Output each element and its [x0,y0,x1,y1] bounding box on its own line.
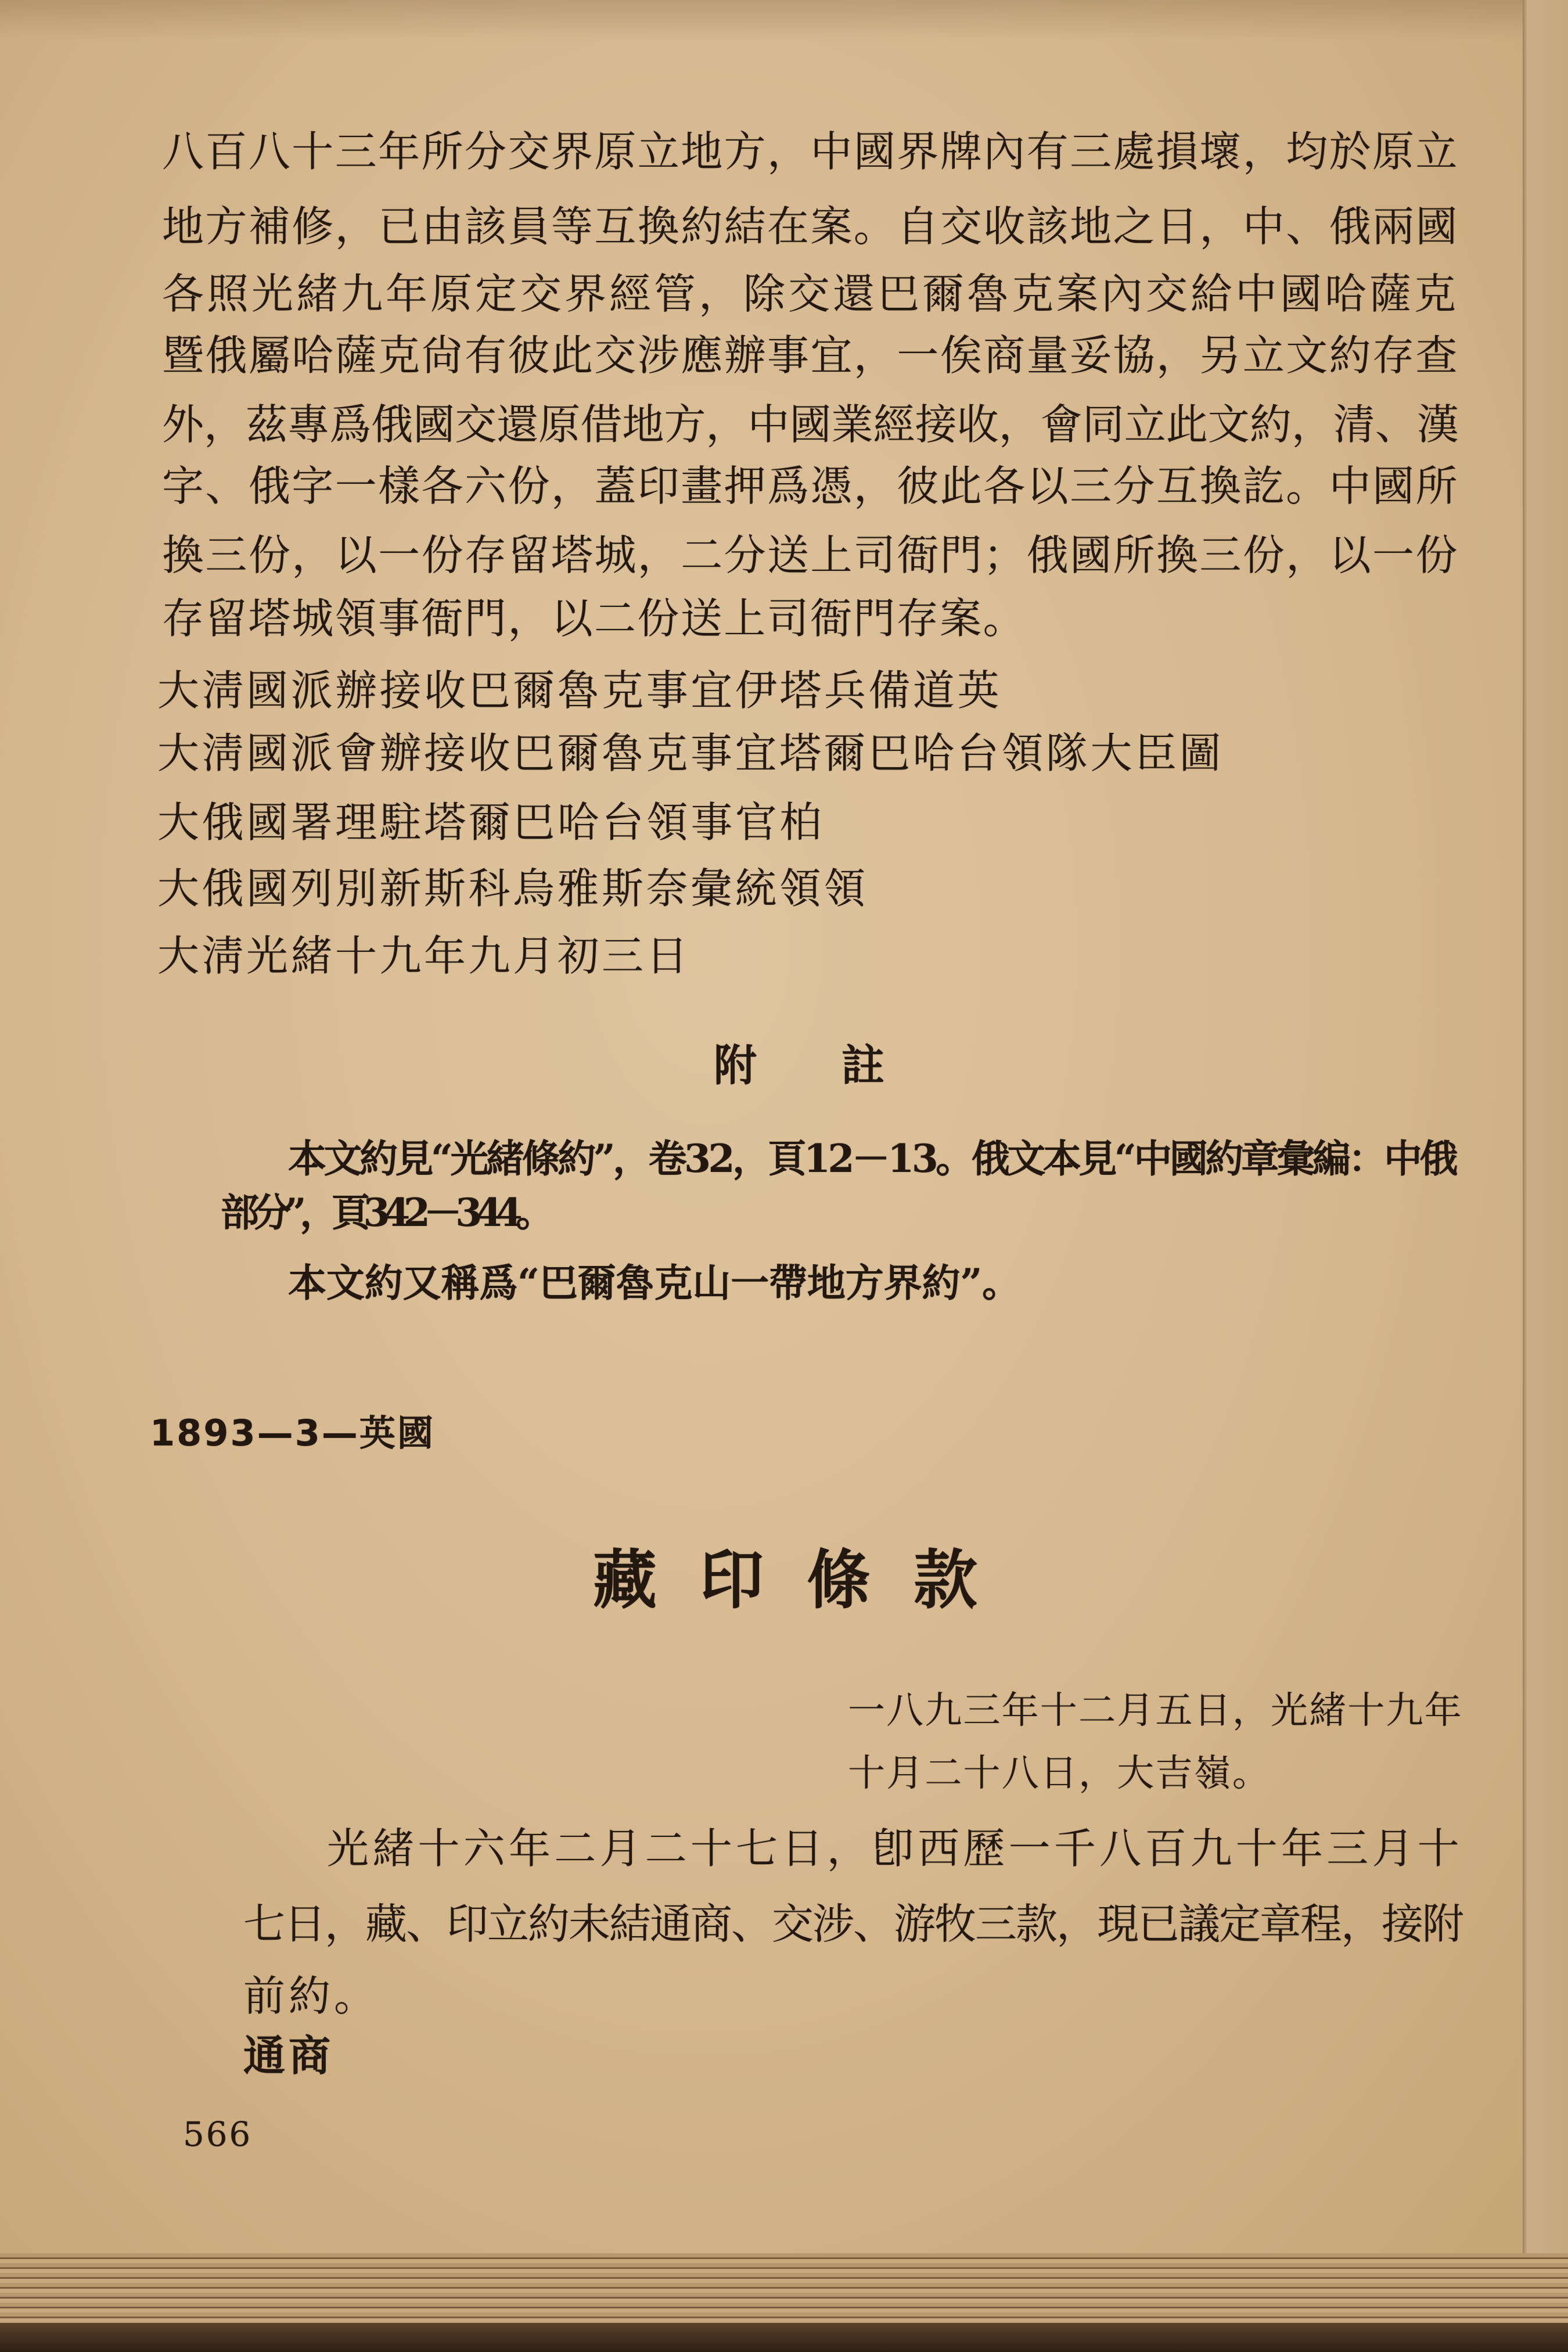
body-text-line: 外，茲專爲俄國交還原借地方，中國業經接收，會同立此文約，清、漢 [162,400,1459,449]
page-stack-edge [0,2253,1568,2323]
preamble-line: 光緒十六年二月二十七日，卽西歷一千八百九十年三月十 [327,1824,1463,1873]
book-shadow-edge [0,2323,1568,2352]
page-edge-right [1523,0,1568,2253]
preamble-line: 前約。 [243,1972,379,2020]
page-number: 566 [183,2114,252,2154]
body-text-line: 字、俄字一樣各六份，蓋印畫押爲憑，彼此各以三分互換訖。中國所 [162,462,1459,510]
note-line: 本文約又稱爲“巴爾魯克山一帶地方界約”。 [288,1260,1020,1306]
signatory-line: 大俄國署理駐塔爾巴哈台領事官柏 [157,798,824,847]
preamble-line: 七日，藏、印立約未結通商、交涉、游牧三款，現已議定章程，接附 [243,1900,1463,1948]
treaty-date-line: 大淸光緒十九年九月初三日 [157,932,691,980]
treaty-dateline: 一八九三年十二月五日，光緒十九年 [848,1689,1463,1732]
signatory-line: 大俄國列別新斯科烏雅斯奈彙統領領 [157,864,868,913]
body-text-line: 暨俄屬哈薩克尙有彼此交涉應辦事宜，一俟商量妥協，另立文約存查 [162,331,1459,380]
body-text-line: 各照光緒九年原定交界經管，除交還巴爾魯克案內交給中國哈薩克 [162,269,1459,318]
body-text-line: 換三份，以一份存留塔城，二分送上司衙門；俄國所換三份，以一份 [162,531,1459,580]
note-line: 部分”，頁342－344。 [221,1190,548,1235]
signatory-line: 大淸國派會辦接收巴爾魯克事宜塔爾巴哈台領隊大臣圖 [157,729,1224,778]
signatory-line: 大淸國派辦接收巴爾魯克事宜伊塔兵備道英 [157,666,1002,715]
body-text-line: 存留塔城領事衙門，以二份送上司衙門存案。 [162,594,1026,643]
treaty-title: 藏印條款 [593,1542,1020,1617]
treaty-dateline: 十月二十八日，大吉嶺。 [848,1752,1271,1795]
note-line: 本文約見“光緒條約”，卷32，頁12－13。俄文本見“中國約章彙編：中俄 [288,1136,1455,1181]
body-text-line: 地方補修，已由該員等互換約結在案。自交收該地之日，中、俄兩國 [162,202,1459,251]
notes-heading: 附註 [714,1041,969,1091]
body-text-line: 八百八十三年所分交界原立地方，中國界牌內有三處損壞，均於原立 [162,127,1459,176]
section-header: 1893—3—英國 [150,1412,435,1454]
subheading: 通商 [243,2031,334,2080]
